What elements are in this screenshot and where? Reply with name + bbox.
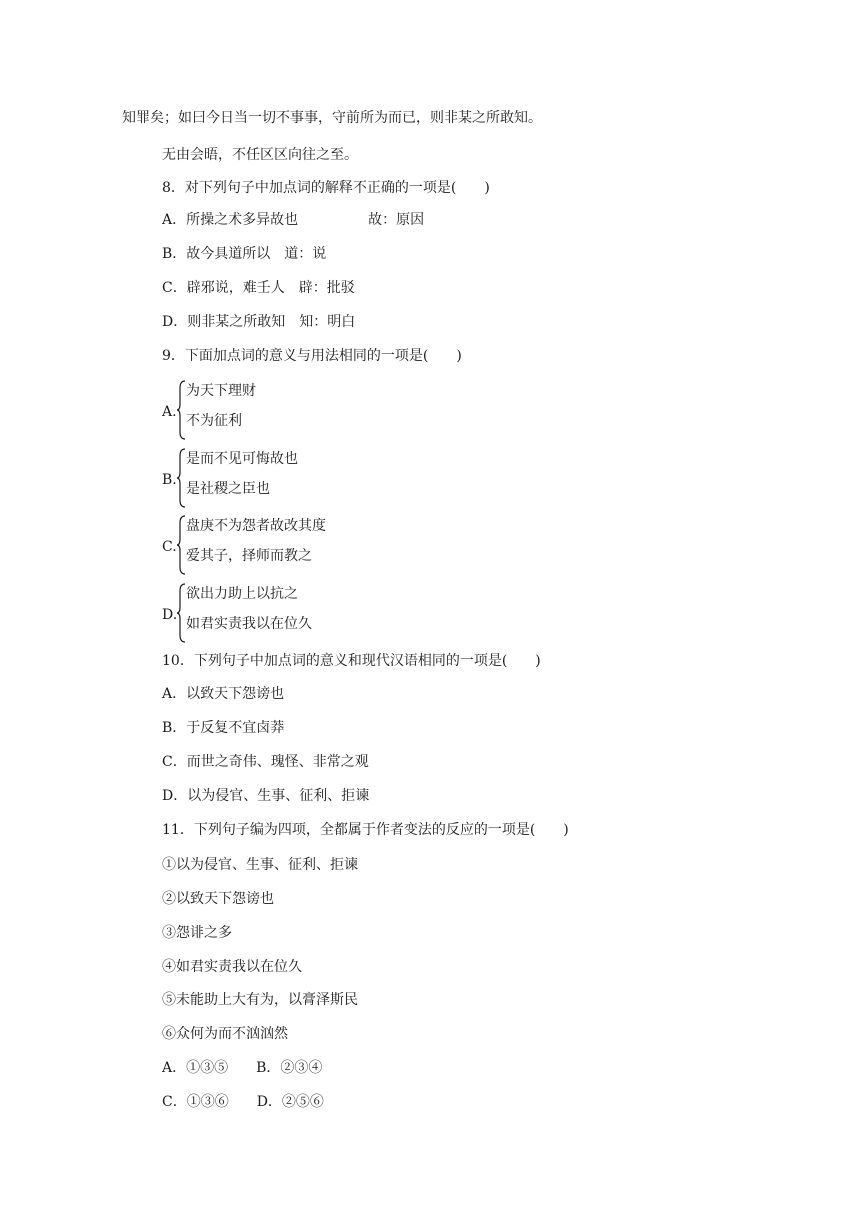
question-11-answer-cd: C．①③⑥ D．②⑤⑥ bbox=[162, 1094, 324, 1110]
option-line-2: 不为征利 bbox=[186, 413, 242, 429]
question-11-item-5: ⑤未能助上大有为，以膏泽斯民 bbox=[162, 992, 358, 1008]
question-10-option-d: D．以为侵官、生事、征利、拒谏 bbox=[162, 788, 370, 804]
brace-icon bbox=[176, 515, 186, 575]
question-8-option-d: D．则非某之所敢知 知：明白 bbox=[162, 314, 356, 330]
option-line-1: 是而不见可悔故也 bbox=[186, 451, 298, 467]
question-11-item-6: ⑥众何为而不汹汹然 bbox=[162, 1026, 288, 1042]
question-8-option-b: B．故今具道所以 道：说 bbox=[162, 246, 327, 262]
question-8-option-a: A．所操之术多异故也 故：原因 bbox=[162, 212, 425, 228]
option-letter: A. bbox=[162, 404, 177, 420]
question-11-item-4: ④如君实责我以在位久 bbox=[162, 959, 302, 975]
option-line-2: 是社稷之臣也 bbox=[186, 481, 270, 497]
intro-line-2: 无由会晤，不任区区向往之至。 bbox=[162, 147, 358, 163]
intro-line-1: 知罪矣；如曰今日当一切不事事，守前所为而已，则非某之所敢知。 bbox=[122, 110, 542, 126]
brace-icon bbox=[176, 448, 186, 508]
option-letter: C. bbox=[162, 539, 177, 555]
question-8-stem: 8．对下列句子中加点词的解释不正确的一项是( ) bbox=[162, 180, 490, 196]
option-line-1: 欲出力助上以抗之 bbox=[186, 586, 298, 602]
question-11-item-2: ②以致天下怨谤也 bbox=[162, 891, 274, 907]
option-line-2: 爱其子，择师而教之 bbox=[186, 548, 312, 564]
question-11-stem: 11．下列句子编为四项，全都属于作者变法的反应的一项是( ) bbox=[162, 822, 569, 838]
question-9-stem: 9．下面加点词的意义与用法相同的一项是( ) bbox=[162, 348, 462, 364]
option-letter: D. bbox=[162, 607, 178, 623]
option-letter: B. bbox=[162, 472, 177, 488]
question-10-option-a: A．以致天下怨谤也 bbox=[162, 686, 285, 702]
option-line-1: 为天下理财 bbox=[186, 383, 256, 399]
question-8-option-c: C．辟邪说，难壬人 辟：批驳 bbox=[162, 280, 355, 296]
question-11-item-3: ③怨诽之多 bbox=[162, 925, 232, 941]
question-10-option-b: B．于反复不宜卤莽 bbox=[162, 720, 285, 736]
option-line-1: 盘庚不为怨者故改其度 bbox=[186, 518, 326, 534]
brace-icon bbox=[176, 380, 186, 440]
question-11-item-1: ①以为侵官、生事、征利、拒谏 bbox=[162, 857, 358, 873]
option-line-2: 如君实责我以在位久 bbox=[186, 616, 312, 632]
question-10-stem: 10．下列句子中加点词的意义和现代汉语相同的一项是( ) bbox=[162, 653, 541, 669]
brace-icon bbox=[176, 583, 186, 643]
question-10-option-c: C．而世之奇伟、瑰怪、非常之观 bbox=[162, 754, 369, 770]
question-11-answer-ab: A．①③⑤ B．②③④ bbox=[162, 1060, 323, 1076]
